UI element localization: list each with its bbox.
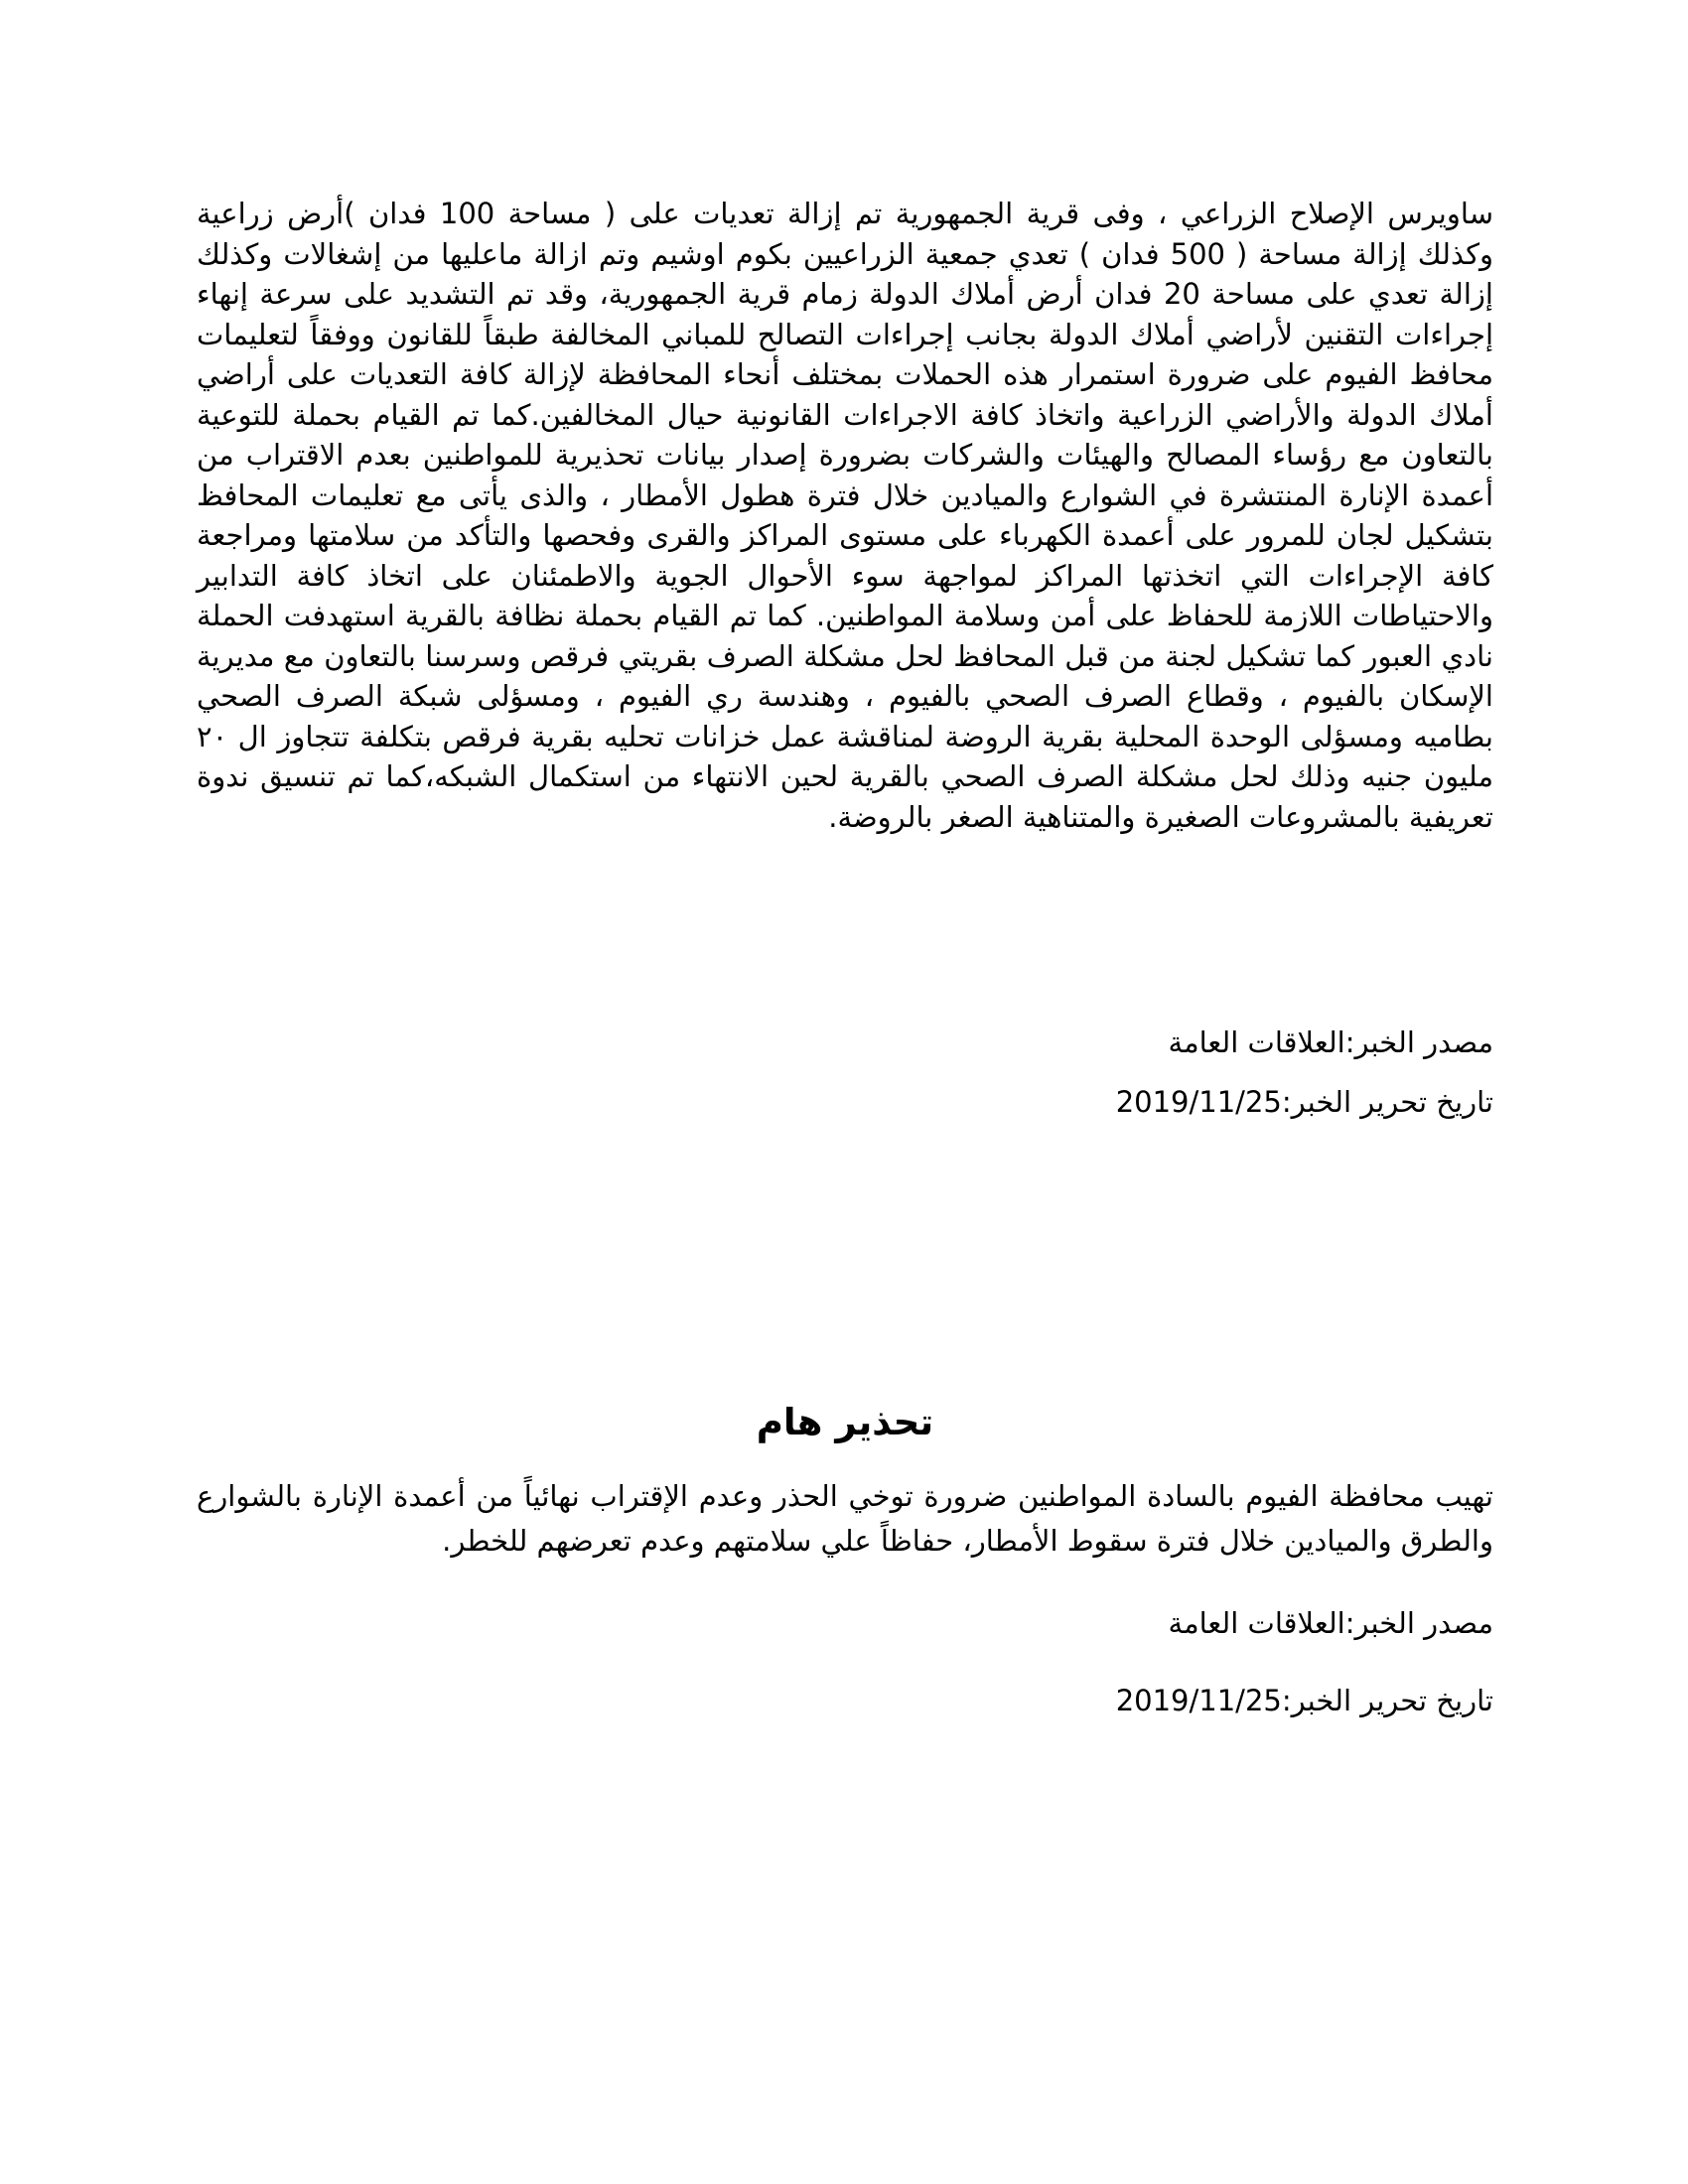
document-page — [197, 194, 1494, 1717]
warning-source-label: مصدر الخبر: — [1344, 1606, 1493, 1640]
article-source-label: مصدر الخبر: — [1344, 1025, 1493, 1059]
warning-date-label: تاريخ تحرير الخبر: — [1281, 1684, 1493, 1717]
article-date-value: 2019/11/25 — [1115, 1085, 1282, 1119]
article-source-value: العلاقات العامة — [1168, 1025, 1345, 1059]
article-body-paragraph: ساويرس الإصلاح الزراعي ، وفى قرية الجمهورية تم إزالة تعديات على ( مساحة 100 فدان )أرض زراعية وكذلك إزالة مساحة ( 500 فدان ) تعدي جمعية الزراعيين بكوم اوشيم وتم ازالة ماعليها من إشغالات وكذلك إزالة تعدي على مساحة 20 فدان أرض أملاك الدولة زمام قرية الجمهورية، وقد تم التشديد على سرعة إنهاء إجراءات التقنين لأراضي أملاك الدولة بجانب إجراءات التصالح للمباني المخالفة طبقاً للقانون ووفقاً لتعليمات محافظ الفيوم على ضرورة استمرار هذه الحملات بمختلف أنحاء المحافظة لإزالة كافة التعديات على أراضي أملاك الدولة والأراضي الزراعية واتخاذ كافة الاجراءات القانونية حيال المخالفين.كما تم القيام بحملة للتوعية بالتعاون مع رؤساء المصالح والهيئات والشركات بضرورة إصدار بيانات تحذيرية للمواطنين بعدم الاقتراب من أعمدة الإنارة المنتشرة في الشوارع والميادين خلال فترة هطول الأمطار ، والذى يأتى مع تعليمات المحافظ بتشكيل لجان للمرور على أعمدة الكهرباء على مستوى المراكز والقرى وفحصها والتأكد من سلامتها ومراجعة كافة الإجراءات التي اتخذتها المراكز لمواجهة سوء الأحوال الجوية والاطمئنان على اتخاذ كافة التدابير والاحتياطات اللازمة للحفاظ على أمن وسلامة المواطنين. كما تم القيام بحملة نظافة بالقرية استهدفت الحملة نادي العبور كما تشكيل لجنة من قبل المحافظ لحل مشكلة الصرف بقريتي فرقص وسرسنا بالتعاون مع مديرية الإسكان بالفيوم ، وقطاع الصرف الصحي بالفيوم ، وهندسة ري الفيوم ، ومسؤلى شبكة الصرف الصحي بطاميه ومسؤلى الوحدة المحلية بقرية الروضة لمناقشة عمل خزانات تحليه بقرية فرقص بتكلفة تتجاوز ال ٢٠ مليون جنيه وذلك لحل مشكلة الصرف الصحي بالقرية لحين الانتهاء من استكمال الشبكه،كما تم تنسيق ندوة تعريفية بالمشروعات الصغيرة والمتناهية الصغر بالروضة. — [197, 197, 1494, 834]
warning-date-value: 2019/11/25 — [1115, 1684, 1282, 1717]
warning-title: تحذير هام — [756, 1401, 934, 1443]
article-source-line — [197, 1023, 1493, 1062]
warning-source-value: العلاقات العامة — [1168, 1606, 1345, 1640]
warning-body-paragraph: تهيب محافظة الفيوم بالسادة المواطنين ضرورة توخي الحذر وعدم الإقتراب نهائياً من أعمدة الإنارة بالشوارع والطرق والميادين خلال فترة سقوط الأمطار، حفاظاً علي سلامتهم وعدم تعرضهم للخطر. — [197, 1479, 1493, 1558]
warning-date-line — [197, 1681, 1493, 1720]
warning-source-line — [197, 1603, 1493, 1643]
article-date-label: تاريخ تحرير الخبر: — [1281, 1085, 1493, 1119]
article-date-line — [197, 1082, 1493, 1122]
